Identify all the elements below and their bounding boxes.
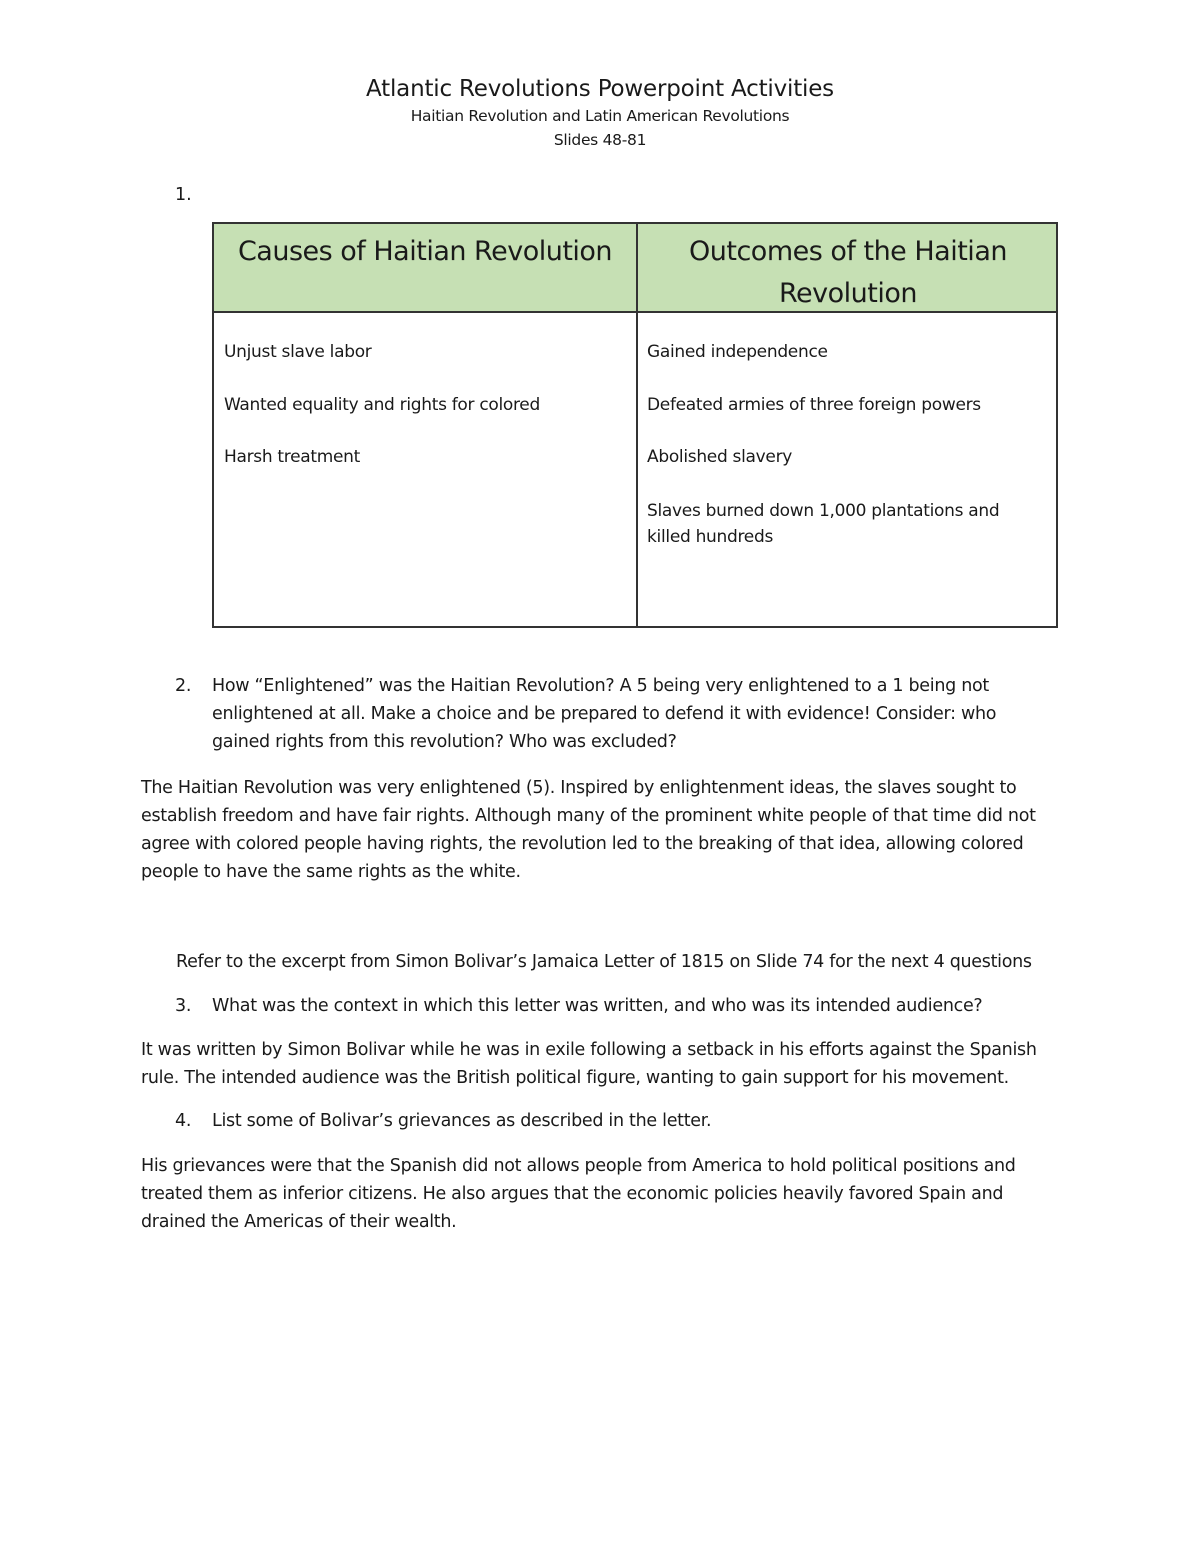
outcome-item: Defeated armies of three foreign powers <box>647 395 981 415</box>
question-2-text: How “Enlightened” was the Haitian Revolution? A 5 being very enlightened to a 1 being not enlightened at all. Make a choice and be prepared to defend it with evidence! Consider: who gained rights from this revolution? Who was excluded? <box>212 676 997 752</box>
answer-2: The Haitian Revolution was very enlightened (5). Inspired by enlightenment ideas, the slaves sought to establish freedom and have fair rights. Although many of the prominent white people of that time did not agree with colored people having rights, the revolution led to the breaking of that idea, allowing colored people to have the same rights as the white. <box>141 778 1036 882</box>
outcomes-header: Outcomes of the Haitian Revolution <box>689 236 1007 309</box>
cause-item: Harsh treatment <box>224 447 361 467</box>
question-1-number: 1. <box>175 185 192 205</box>
slides-range: Slides 48-81 <box>553 131 647 149</box>
causes-header: Causes of Haitian Revolution <box>237 236 613 267</box>
table-column-divider <box>636 224 638 626</box>
cause-item: Wanted equality and rights for colored <box>224 395 540 415</box>
outcome-item: Abolished slavery <box>647 447 793 467</box>
question-3-text: What was the context in which this letter was written, and who was its intended audience? <box>212 996 983 1016</box>
question-4-number: 4. <box>175 1111 192 1131</box>
causes-outcomes-table <box>212 222 1058 628</box>
answer-4: His grievances were that the Spanish did not allows people from America to hold political positions and treated them as inferior citizens. He also argues that the economic policies heavily favored Spain and drained the Americas of their wealth. <box>141 1156 1016 1232</box>
answer-3: It was written by Simon Bolivar while he was in exile following a setback in his efforts against the Spanish rule. The intended audience was the British political figure, wanting to gain support for his movement. <box>141 1040 1037 1088</box>
cause-item: Unjust slave labor <box>224 342 372 362</box>
question-2-number: 2. <box>175 676 192 696</box>
document-subtitle: Haitian Revolution and Latin American Revolutions <box>410 107 790 125</box>
refer-note: Refer to the excerpt from Simon Bolivar’s Jamaica Letter of 1815 on Slide 74 for the next 4 questions <box>176 952 1032 972</box>
question-3-number: 3. <box>175 996 192 1016</box>
document-title: Atlantic Revolutions Powerpoint Activities <box>366 76 834 102</box>
question-4-text: List some of Bolivar’s grievances as described in the letter. <box>212 1111 712 1131</box>
outcome-item: Slaves burned down 1,000 plantations and killed hundreds <box>647 501 1000 547</box>
outcome-item: Gained independence <box>647 342 828 362</box>
